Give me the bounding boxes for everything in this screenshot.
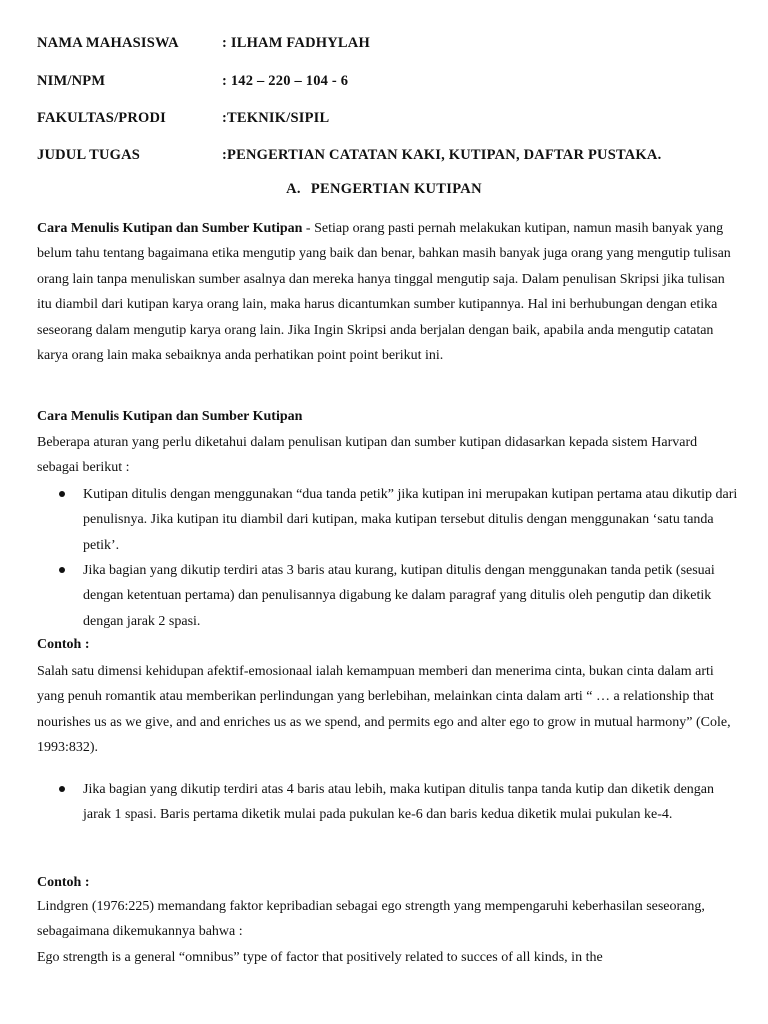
header-value: : ILHAM FADHYLAH: [222, 35, 370, 51]
header-label: NAMA MAHASISWA: [37, 35, 179, 51]
example-label-2: Contoh :: [37, 875, 90, 890]
intro-bold-lead: Cara Menulis Kutipan dan Sumber Kutipan: [37, 221, 303, 236]
header-value: : 142 – 220 – 104 - 6: [222, 73, 349, 89]
bullet-icon: [59, 786, 65, 792]
bullet-item-3: [83, 777, 738, 828]
header-label: JUDUL TUGAS: [37, 147, 141, 163]
bullet-text: Kutipan ditulis dengan menggunakan “dua tanda petik” jika kutipan ini merupakan kutipan pertama atau dikutip dari penulisnya. Jika kutipan itu diambil dari kutipan, maka kutipan tersebut ditulis dengan menggunakan ‘satu tanda petik’.: [83, 487, 738, 553]
subheading: Cara Menulis Kutipan dan Sumber Kutipan: [37, 409, 303, 424]
header-value: :TEKNIK/SIPIL: [222, 110, 330, 126]
section-letter: A.: [286, 181, 301, 197]
rules-intro-paragraph: Beberapa aturan yang perlu diketahui dalam penulisan kutipan dan sumber kutipan didasarkan kepada sistem Harvard sebagai berikut :: [37, 435, 698, 476]
example-paragraph-2: Lindgren (1976:225) memandang faktor kepribadian sebagai ego strength yang mempengaruhi keberhasilan seseorang, sebagaimana dikemukannya bahwa :: [37, 899, 705, 940]
bullet-item-1: [83, 482, 738, 558]
intro-paragraph: [37, 216, 737, 368]
bullet-item-2: [83, 558, 738, 634]
example-label-1: Contoh :: [37, 637, 90, 652]
header-label: NIM/NPM: [37, 73, 106, 89]
example-paragraph-1: Salah satu dimensi kehidupan afektif-emosionaal ialah kemampuan memberi dan menerima cinta, bukan cinta dalam arti yang penuh romantik atau memberikan perlindungan yang berlebihan, melainkan cinta dalam arti “ … a relationship that nourishes us as we give, and and enriches us as we spend, and permits ego and alter ego to grow in mutual harmony” (Cole, 1993:832).: [37, 664, 731, 756]
section-title-text: PENGERTIAN KUTIPAN: [310, 181, 482, 197]
bullet-icon: [59, 567, 65, 573]
intro-text: - Setiap orang pasti pernah melakukan kutipan, namun masih banyak yang belum tahu tentang bagaimana etika mengutip yang baik dan benar, bahkan masih banyak juga orang yang mengutip tulisan orang lain tanpa menuliskan sumber asalnya dan mereka hanya tinggal mengutip saja. Dalam penulisan Skripsi jika tulisan itu diambil dari kutipan karya orang lain, maka harus dicantumkan sumber kutipannya. Hal ini berhubungan dengan etika seseorang dalam mengutip karya orang lain. Jika Ingin Skripsi anda berjalan dengan baik, apabila anda mengutip catatan karya orang lain maka sebaiknya anda perhatikan point point berikut ini.: [37, 221, 731, 364]
bullet-text: Jika bagian yang dikutip terdiri atas 4 baris atau lebih, maka kutipan ditulis tanpa tanda kutip dan diketik dengan jarak 1 spasi. Baris pertama diketik mulai pada pukulan ke-6 dan baris kedua diketik mulai pukulan ke-4.: [83, 782, 715, 823]
header-label: FAKULTAS/PRODI: [37, 110, 167, 126]
bullet-text: Jika bagian yang dikutip terdiri atas 3 baris atau kurang, kutipan ditulis dengan menggunakan tanda petik (sesuai dengan ketentuan pertama) dan penulisannya digabung ke dalam paragraf yang ditulis oleh pengutip dan diketik dengan jarak 2 spasi.: [83, 563, 715, 629]
example-quote-2: Ego strength is a general “omnibus” type of factor that positively related to succes of all kinds, in the: [37, 950, 603, 965]
header-value: :PENGERTIAN CATATAN KAKI, KUTIPAN, DAFTAR PUSTAKA.: [222, 147, 662, 163]
section-heading: [0, 181, 768, 198]
bullet-icon: [59, 491, 65, 497]
